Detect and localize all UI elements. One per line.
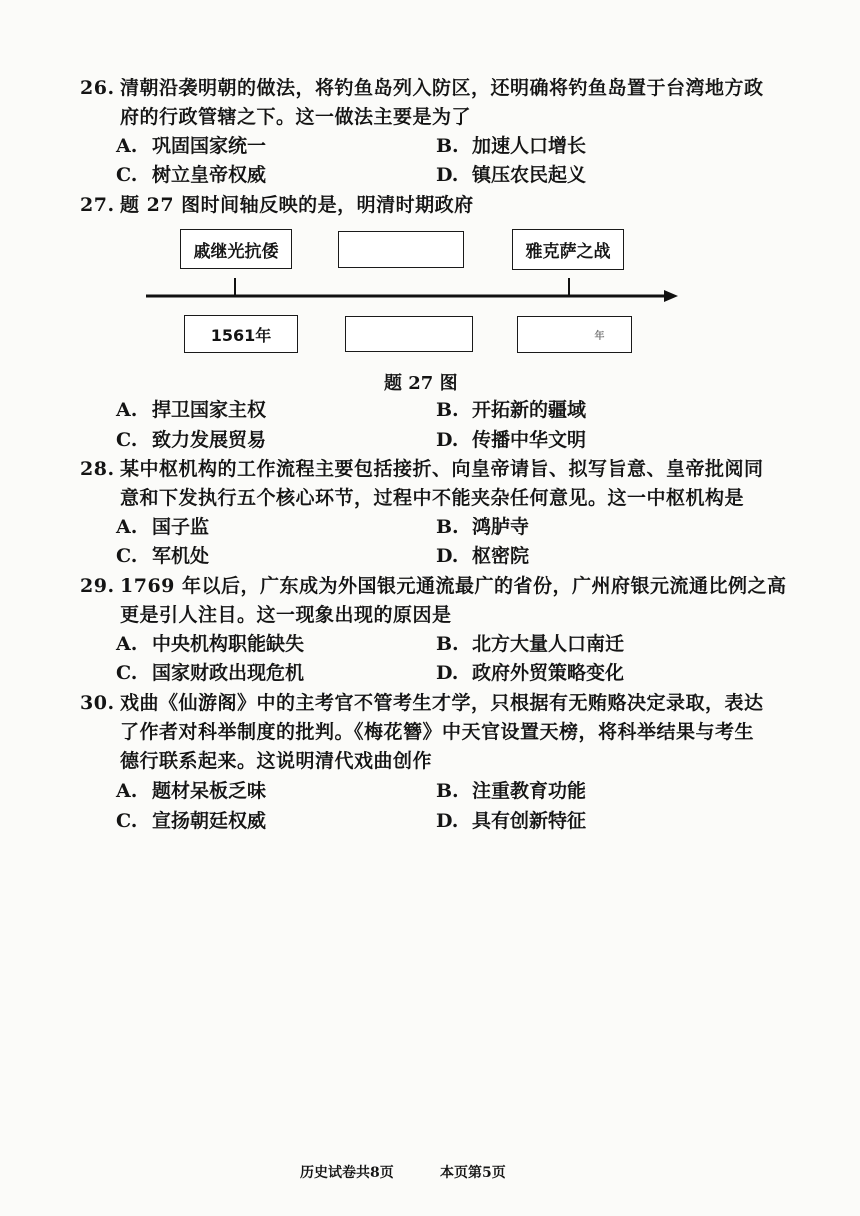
q30-stem-line3: 德行联系起来。这说明清代戏曲创作: [120, 750, 433, 772]
footer-current-page: 本页第5页: [440, 1165, 506, 1181]
footer-total-pages: 历史试卷共8页: [300, 1165, 394, 1181]
q28-option-a: A. 国子监: [116, 516, 210, 538]
figure-caption: 题 27 图: [384, 373, 458, 394]
timeline-bottom-box-3: 年: [517, 316, 632, 353]
q28-option-d: D. 枢密院: [436, 545, 530, 567]
q29-option-c: C. 国家财政出现危机: [116, 662, 305, 684]
q26-option-a: A. 巩固国家统一: [116, 135, 267, 157]
timeline-bottom-box-1: 1561年: [184, 315, 298, 353]
q30-option-b: B. 注重教育功能: [436, 780, 587, 802]
q27-option-a: A. 捍卫国家主权: [116, 399, 267, 421]
q26-option-d: D. 镇压农民起义: [436, 164, 587, 186]
q30-option-d: D. 具有创新特征: [436, 810, 587, 832]
q30-stem-line1: 30. 戏曲《仙游阁》中的主考官不管考生才学，只根据有无贿赂决定录取，表达: [80, 688, 764, 718]
q28-number: 28.: [80, 458, 115, 480]
q30-option-c: C. 宣扬朝廷权威: [116, 810, 267, 832]
q29-option-a: A. 中央机构职能缺失: [116, 633, 305, 655]
timeline-top-box-1: 戚继光抗倭: [180, 229, 292, 269]
q29-stem-line2: 更是引人注目。这一现象出现的原因是: [120, 604, 452, 626]
q29-option-b: B. 北方大量人口南迁: [436, 633, 625, 655]
q30-number: 30.: [80, 692, 115, 714]
timeline-arrowhead: [664, 290, 678, 302]
q26-stem-line2: 府的行政管辖之下。这一做法主要是为了: [120, 106, 472, 128]
q28-option-c: C. 军机处: [116, 545, 210, 567]
q26-option-c: C. 树立皇帝权威: [116, 164, 267, 186]
q29-number: 29.: [80, 575, 115, 597]
q28-option-b: B. 鸿胪寺: [436, 516, 530, 538]
q27-option-c: C. 致力发展贸易: [116, 429, 267, 451]
q26-number: 26.: [80, 77, 115, 99]
q27-number: 27.: [80, 194, 115, 216]
q29-option-d: D. 政府外贸策略变化: [436, 662, 625, 684]
q28-stem-line2: 意和下发执行五个核心环节，过程中不能夹杂任何意见。这一中枢机构是: [120, 487, 745, 509]
q27-stem-line1: 27. 题 27 图时间轴反映的是，明清时期政府: [80, 190, 474, 220]
q27-option-b: B. 开拓新的疆域: [436, 399, 587, 421]
q29-stem-line1: 29. 1769 年以后，广东成为外国银元通流最广的省份，广州府银元流通比例之高: [80, 571, 787, 601]
q26-option-b: B. 加速人口增长: [436, 135, 587, 157]
q30-stem-line2: 了作者对科举制度的批判。《梅花簪》中天官设置天榜，将科举结果与考生: [120, 721, 755, 743]
q28-stem-line1: 28. 某中枢机构的工作流程主要包括接折、向皇帝请旨、拟写旨意、皇帝批阅同: [80, 454, 764, 484]
q27-option-d: D. 传播中华文明: [436, 429, 587, 451]
q30-option-a: A. 题材呆板乏味: [116, 780, 267, 802]
q26-stem-line1: 26. 清朝沿袭明朝的做法，将钓鱼岛列入防区，还明确将钓鱼岛置于台湾地方政: [80, 73, 764, 103]
timeline-bottom-box-2: [345, 316, 473, 352]
timeline-top-box-3: 雅克萨之战: [512, 229, 624, 270]
